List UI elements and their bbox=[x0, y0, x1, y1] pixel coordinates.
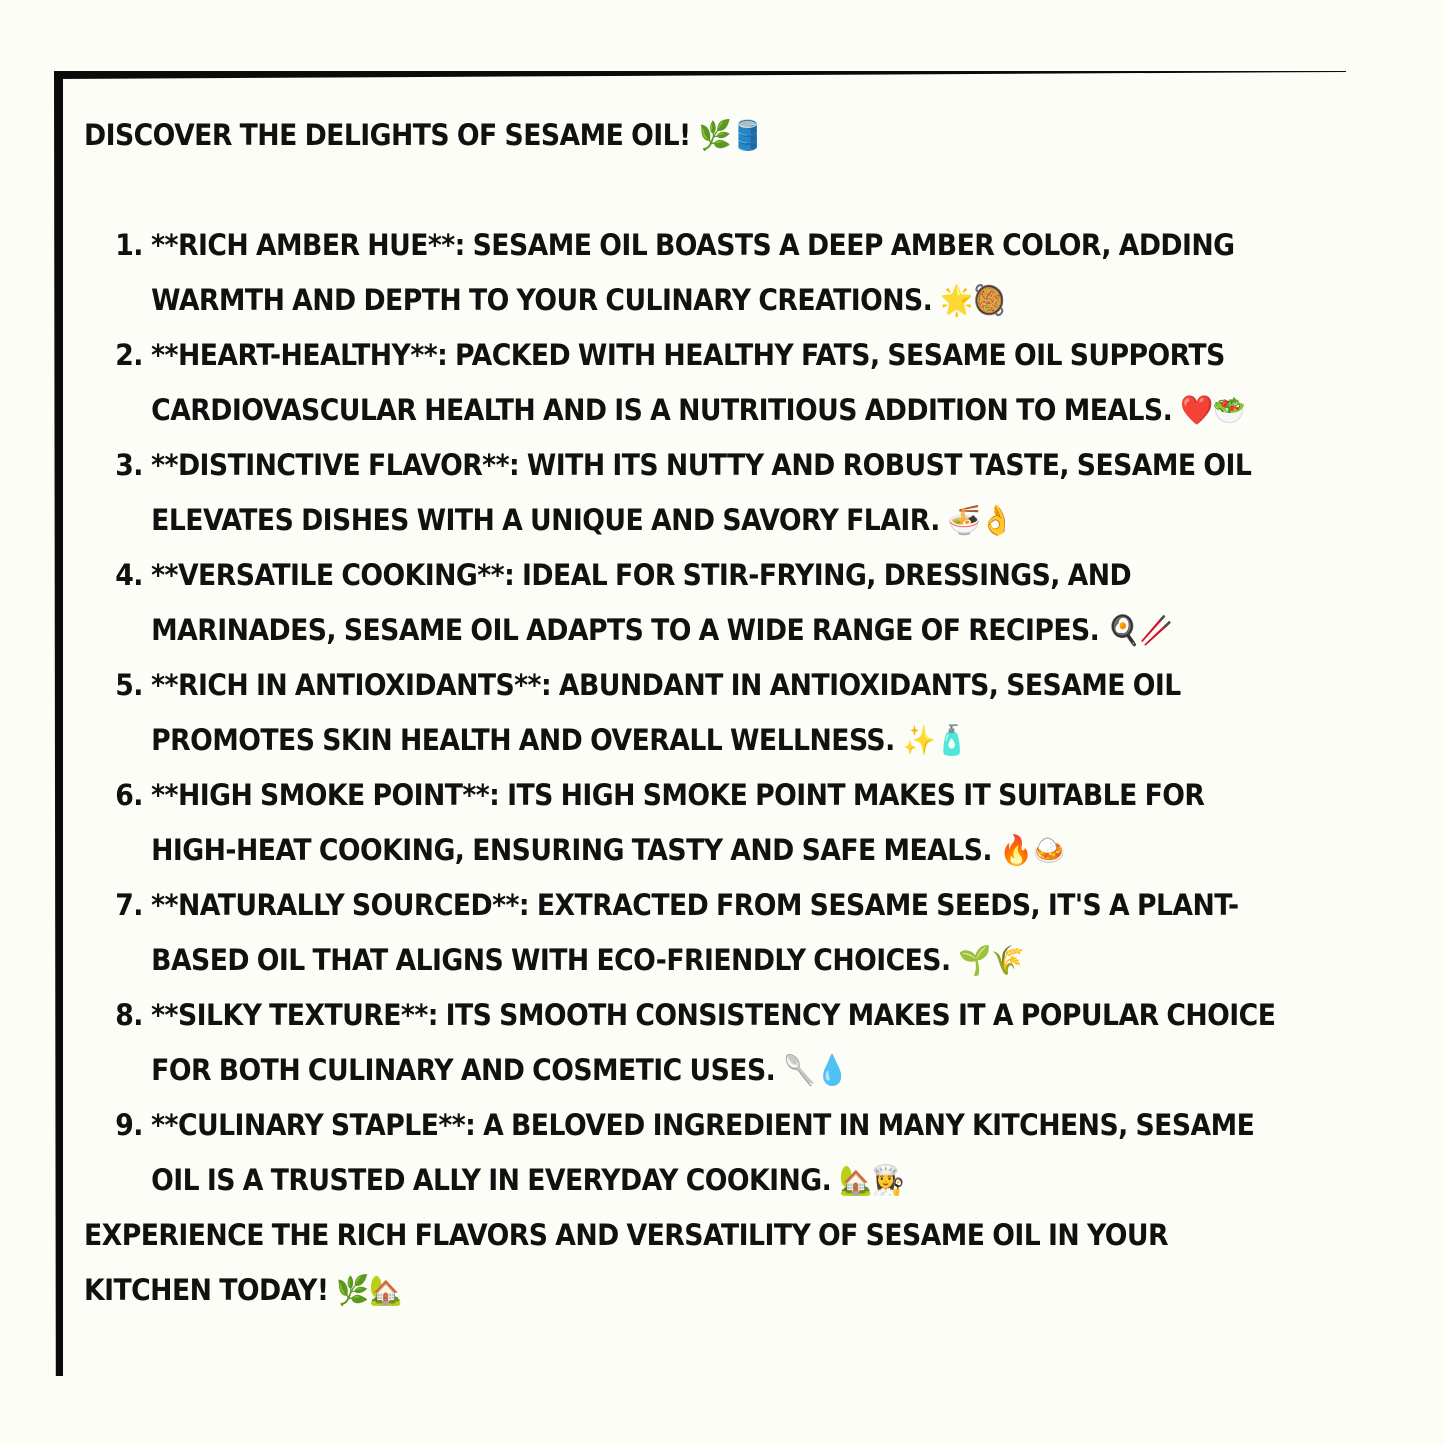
list-item bbox=[84, 768, 1275, 878]
list-item bbox=[84, 218, 1275, 328]
blank-line bbox=[84, 163, 1275, 218]
list-item bbox=[84, 878, 1275, 988]
item-text: **VERSATILE COOKING**: IDEAL FOR STIR-FRYING, DRESSINGS, AND MARINADES, SESAME OIL ADAPTS TO A WIDE RANGE OF RECIPES. 🍳🥢 bbox=[151, 558, 1173, 647]
item-number: 7. bbox=[115, 888, 143, 922]
list-item bbox=[84, 988, 1275, 1098]
list-item bbox=[84, 658, 1275, 768]
item-number: 6. bbox=[115, 778, 143, 812]
list-item bbox=[84, 328, 1275, 438]
item-text: **RICH IN ANTIOXIDANTS**: ABUNDANT IN ANTIOXIDANTS, SESAME OIL PROMOTES SKIN HEALTH AND OVERALL WELLNESS. ✨🧴 bbox=[151, 668, 1181, 757]
item-number: 5. bbox=[115, 668, 143, 702]
item-number: 2. bbox=[115, 338, 143, 372]
post-heading: DISCOVER THE DELIGHTS OF SESAME OIL! 🌿🛢️ bbox=[84, 118, 764, 152]
closing-line: EXPERIENCE THE RICH FLAVORS AND VERSATILITY OF SESAME OIL IN YOUR KITCHEN TODAY! 🌿🏡 bbox=[84, 1218, 1169, 1307]
item-number: 1. bbox=[115, 228, 143, 262]
item-number: 9. bbox=[115, 1108, 143, 1142]
list-item bbox=[84, 548, 1275, 658]
item-text: **SILKY TEXTURE**: ITS SMOOTH CONSISTENCY MAKES IT A POPULAR CHOICE FOR BOTH CULINARY AND COSMETIC USES. 🥄💧 bbox=[151, 998, 1276, 1087]
item-text: **CULINARY STAPLE**: A BELOVED INGREDIENT IN MANY KITCHENS, SESAME OIL IS A TRUSTED ALLY IN EVERYDAY COOKING. 🏡👩‍🍳 bbox=[151, 1108, 1255, 1197]
item-number: 4. bbox=[115, 558, 143, 592]
item-text: **DISTINCTIVE FLAVOR**: WITH ITS NUTTY AND ROBUST TASTE, SESAME OIL ELEVATES DISHES WITH A UNIQUE AND SAVORY FLAIR. 🍜👌 bbox=[151, 448, 1252, 537]
benefit-list bbox=[84, 218, 1275, 1208]
item-number: 3. bbox=[115, 448, 143, 482]
item-text: **HIGH SMOKE POINT**: ITS HIGH SMOKE POINT MAKES IT SUITABLE FOR HIGH-HEAT COOKING, ENSURING TASTY AND SAFE MEALS. 🔥🍛 bbox=[151, 778, 1205, 867]
item-number: 8. bbox=[115, 998, 143, 1032]
item-text: **NATURALLY SOURCED**: EXTRACTED FROM SESAME SEEDS, IT'S A PLANT-BASED OIL THAT ALIGNS WITH ECO-FRIENDLY CHOICES. 🌱🌾 bbox=[151, 888, 1239, 977]
list-item bbox=[84, 438, 1275, 548]
post-content bbox=[84, 108, 1275, 1318]
item-text: **HEART-HEALTHY**: PACKED WITH HEALTHY FATS, SESAME OIL SUPPORTS CARDIOVASCULAR HEALTH AND IS A NUTRITIOUS ADDITION TO MEALS. ❤️🥗 bbox=[151, 338, 1246, 427]
item-text: **RICH AMBER HUE**: SESAME OIL BOASTS A DEEP AMBER COLOR, ADDING WARMTH AND DEPTH TO YOUR CULINARY CREATIONS. 🌟🥘 bbox=[151, 228, 1235, 317]
list-item bbox=[84, 1098, 1275, 1208]
